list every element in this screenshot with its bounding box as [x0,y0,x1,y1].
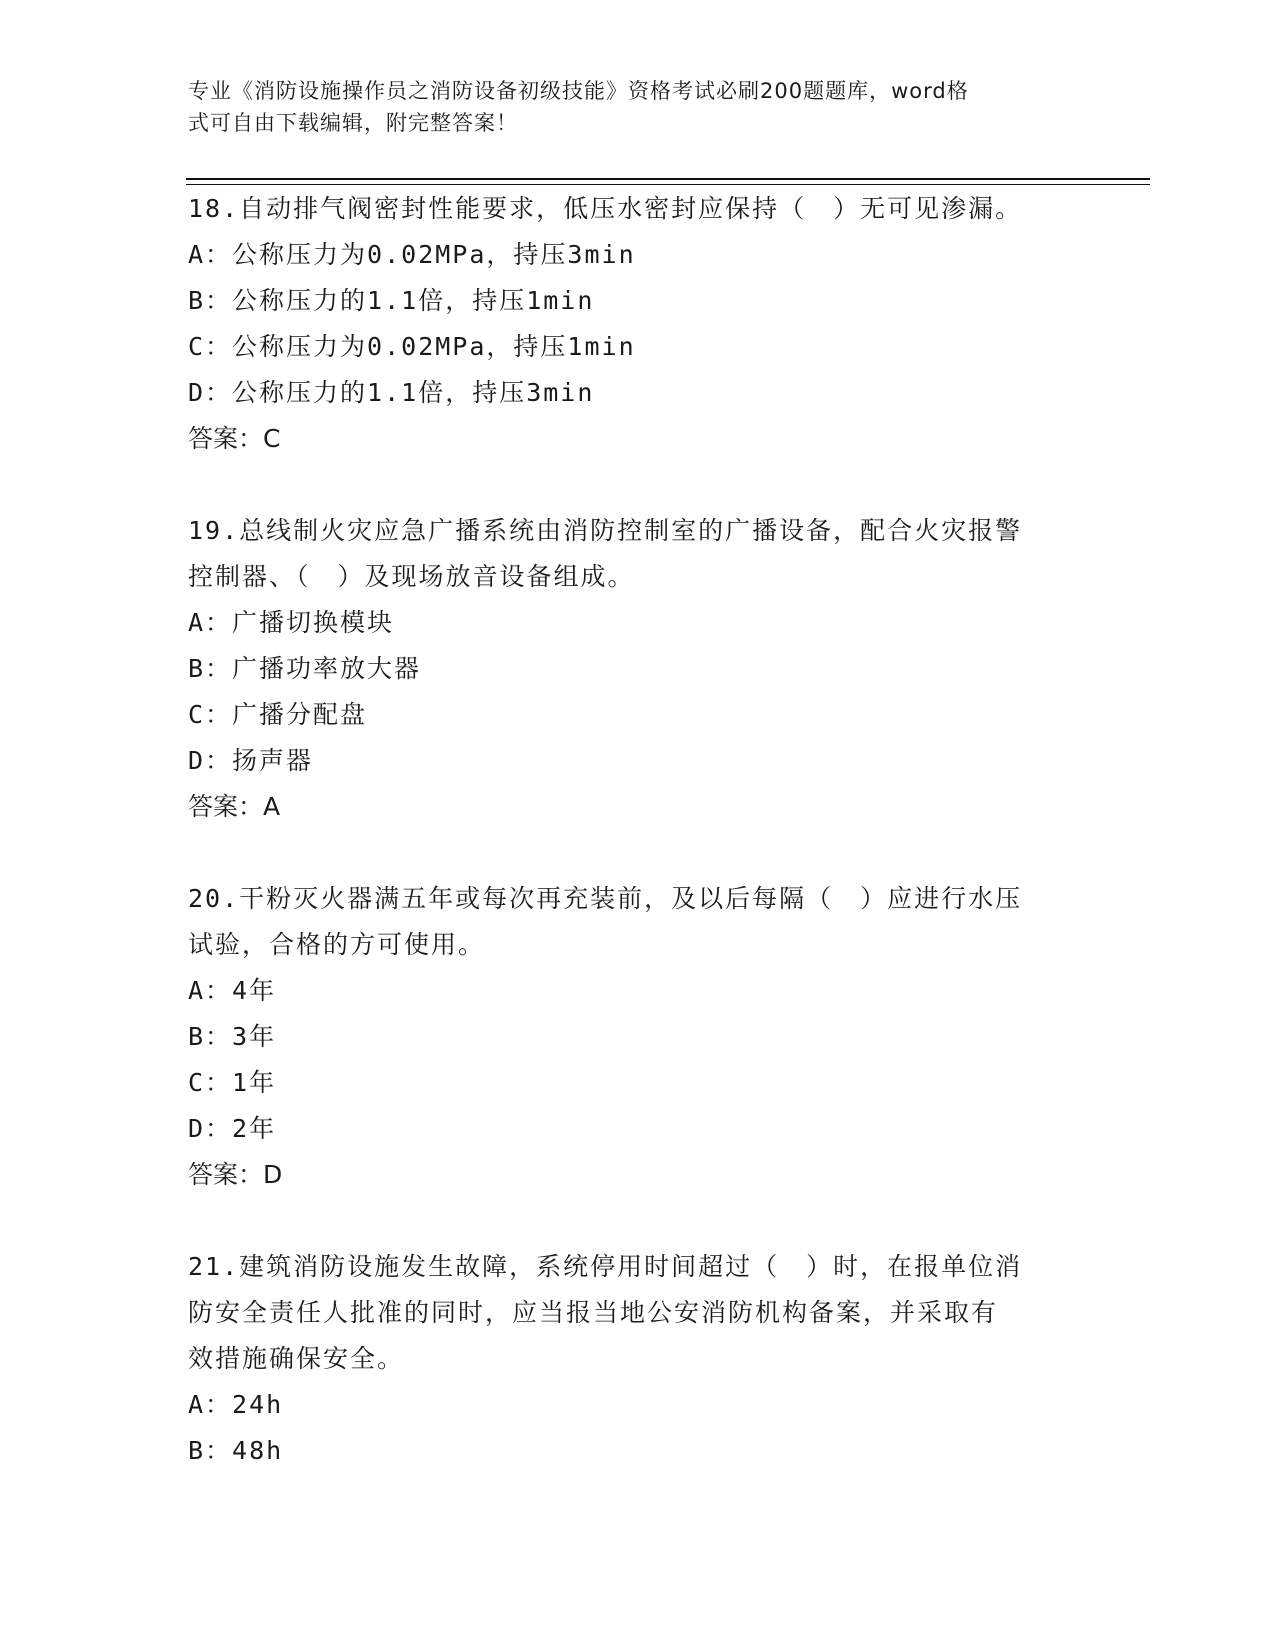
option-c: C：广播分配盘 [188,700,368,729]
option-c: C：1年 [188,1068,277,1097]
question-stem: 21.建筑消防设施发生故障，系统停用时间超过（ ）时，在报单位消 [188,1252,1023,1281]
question-stem: 20.干粉灭火器满五年或每次再充装前，及以后每隔（ ）应进行水压 [188,884,1023,913]
question-21 [188,1244,1088,1474]
header-divider-thick [186,178,1150,180]
question-stem: 防安全责任人批准的同时，应当报当地公安消防机构备案，并采取有 [188,1298,999,1327]
question-19 [188,508,1088,830]
question-20 [188,876,1088,1198]
answer: 答案：D [188,1160,283,1189]
answer: 答案：C [188,424,281,453]
option-d: D：2年 [188,1114,277,1143]
question-stem: 效措施确保安全。 [188,1344,405,1373]
option-b: B：3年 [188,1022,277,1051]
option-b: B：广播功率放大器 [188,654,422,683]
option-d: D：公称压力的1.1倍，持压3min [188,378,595,407]
header-line-2: 式可自由下载编辑，附完整答案！ [188,111,518,135]
option-a: A：4年 [188,976,277,1005]
header-line-1: 专业《消防设施操作员之消防设备初级技能》资格考试必刷200题题库，word格 [188,79,969,103]
question-stem: 18.自动排气阀密封性能要求，低压水密封应保持（ ）无可见渗漏。 [188,194,1023,223]
header-divider-thin [186,184,1150,185]
document-header [188,75,1068,139]
option-a: A：广播切换模块 [188,608,395,637]
question-stem: 控制器、（ ）及现场放音设备组成。 [188,562,635,591]
option-a: A：公称压力为0.02MPa，持压3min [188,240,636,269]
option-d: D：扬声器 [188,746,314,775]
question-18 [188,186,1088,462]
option-a: A：24h [188,1390,284,1419]
question-stem: 试验，合格的方可使用。 [188,930,486,959]
answer: 答案：A [188,792,281,821]
option-b: B：48h [188,1436,284,1465]
question-stem: 19.总线制火灾应急广播系统由消防控制室的广播设备，配合火灾报警 [188,516,1023,545]
option-b: B：公称压力的1.1倍，持压1min [188,286,595,315]
option-c: C：公称压力为0.02MPa，持压1min [188,332,636,361]
